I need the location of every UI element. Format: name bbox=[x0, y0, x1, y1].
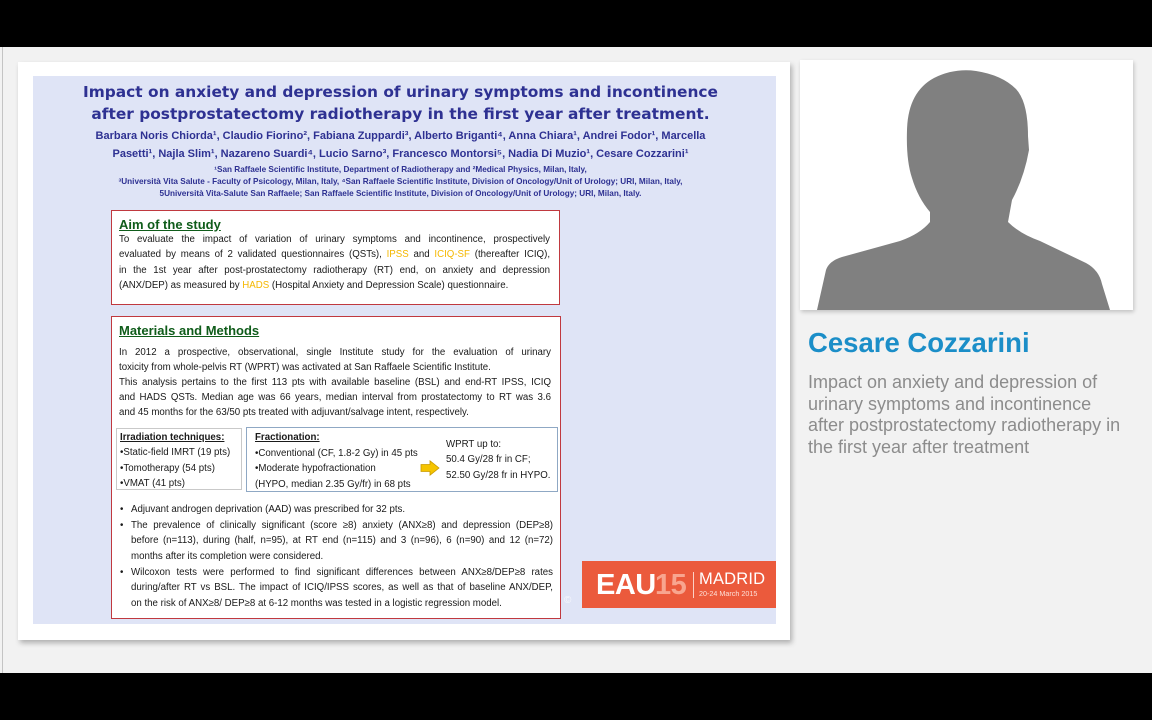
affiliation-line: 5Università Vita-Salute San Raffaele; San Raffaele Scientific Institute, Division of Oncology/Unit of Urology; URI, Milan, Italy. bbox=[159, 189, 642, 198]
methods-bullet-list bbox=[112, 502, 558, 612]
aim-line: To evaluate the impact of variation of urinary symptoms and incontinence, prospectively bbox=[119, 234, 550, 245]
aim-section bbox=[111, 210, 560, 305]
aim-line bbox=[119, 278, 550, 293]
irradiation-item: •Tomotherapy (54 pts) bbox=[120, 462, 215, 474]
methods-paragraphs bbox=[119, 345, 551, 420]
bullet-line: on the risk of ANX≥8/ DEP≥8 at 6-12 months was tested in a logistic regression model. bbox=[131, 597, 502, 609]
logo-divider bbox=[693, 572, 694, 598]
top-letterbox-bar bbox=[0, 0, 1152, 47]
wprt-line: 50.4 Gy/28 fr in CF; bbox=[446, 454, 531, 466]
talk-title: Impact on anxiety and depression of urinary symptoms and incontinence after postprostatectomy radiotherapy in the first year after treatment bbox=[808, 372, 1121, 457]
speaker-photo bbox=[800, 60, 1133, 310]
aim-line: in the 1st year after post-prostatectomy radiotherapy (RT) end, on anxiety and depression bbox=[119, 264, 550, 276]
person-silhouette-icon bbox=[800, 60, 1133, 310]
affiliation-line: ¹San Raffaele Scientific Institute, Department of Radiotherapy and ²Medical Physics, Milan, Italy, bbox=[214, 165, 587, 174]
logo-dates: 20-24 March 2015 bbox=[699, 589, 758, 598]
bottom-letterbox-bar bbox=[0, 673, 1152, 720]
bullet-item bbox=[112, 565, 558, 612]
aim-text: and bbox=[408, 249, 435, 261]
ipss-highlight: IPSS bbox=[386, 249, 409, 261]
aim-heading: Aim of the study bbox=[119, 217, 221, 232]
aim-text: (ANX/DEP) as measured by bbox=[119, 280, 243, 292]
logo-city: MADRID bbox=[699, 570, 766, 588]
wprt-line: 52.50 Gy/28 fr in HYPO. bbox=[446, 469, 551, 481]
bullet-line: before (n=113), during (half, n=95), at RT end (n=115) and 3 (n=96), 6 (n=90) and 12 (n=72) bbox=[131, 535, 553, 547]
methods-line: and HADS QSTs. Median age was 66 years, median interval from prostatectomy to RT was 3.6 bbox=[119, 392, 551, 403]
right-arrow-icon bbox=[420, 460, 440, 476]
fractionation-line: •Moderate hypofractionation bbox=[255, 463, 376, 474]
logo-eau-text: EAU bbox=[596, 569, 656, 601]
poster-title-line: after postprostatectomy radiotherapy in the first year after treatment. bbox=[91, 104, 710, 123]
aim-text: (Hospital Anxiety and Depression Scale) questionnaire. bbox=[269, 280, 509, 292]
irradiation-list bbox=[120, 430, 230, 491]
bullet-line: Adjuvant androgen deprivation (AAD) was prescribed for 32 pts. bbox=[131, 504, 406, 515]
methods-heading: Materials and Methods bbox=[119, 323, 260, 338]
hads-highlight: HADS bbox=[242, 280, 270, 292]
bullet-text bbox=[131, 565, 553, 612]
methods-line: toxicity from whole-pelvis RT (WPRT) was activated at San Raffaele Scientific Institute. bbox=[119, 362, 491, 373]
affiliation-line: ³Università Vita Salute - Faculty of Psicology, Milan, Italy, ⁴San Raffaele Scientific Institute, Division of Oncology/Unit of Urology; URI, Milan, Italy, bbox=[118, 177, 683, 186]
authors-line: Pasetti¹, Najla Slim¹, Nazareno Suardi⁴, Lucio Sarno³, Francesco Montorsi⁵, Nadia Di Muzio¹, Cesare Cozzarini¹ bbox=[112, 148, 689, 160]
fractionation-line: •Conventional (CF, 1.8-2 Gy) in 45 pts bbox=[255, 447, 418, 459]
bullet-dot: • bbox=[120, 566, 124, 578]
bullet-line: during/after RT vs BSL. The impact of ICIQ/IPSS scores, as well as that of baseline ANX/DEP, bbox=[131, 582, 553, 594]
irradiation-heading: Irradiation techniques: bbox=[120, 432, 225, 443]
bullet-line: Wilcoxon tests were performed to find significant differences between ANX≥8/DEP≥8 rates bbox=[131, 566, 553, 578]
irradiation-techniques-box bbox=[116, 428, 242, 490]
aim-text: (thereafter ICIQ), bbox=[469, 249, 551, 261]
aim-line bbox=[119, 247, 550, 262]
iciq-sf-highlight: ICIQ-SF bbox=[434, 249, 470, 261]
bullet-text bbox=[131, 502, 553, 518]
methods-line: This analysis pertains to the first 113 pts with available baseline (BSL) and end-RT IPSS, ICIQ bbox=[119, 377, 551, 388]
poster-slide bbox=[33, 76, 776, 624]
eau15-madrid-logo bbox=[582, 561, 776, 608]
poster-authors bbox=[33, 127, 768, 163]
wprt-dose bbox=[446, 437, 550, 483]
copyright-mark: © bbox=[564, 595, 572, 606]
bullet-item bbox=[112, 518, 558, 565]
fractionation-line: (HYPO, median 2.35 Gy/fr) in 68 pts bbox=[255, 478, 411, 490]
irradiation-item: •Static-field IMRT (19 pts) bbox=[120, 447, 231, 459]
fractionation-heading: Fractionation: bbox=[255, 432, 320, 443]
bullet-text bbox=[131, 518, 553, 565]
fractionation-box bbox=[246, 427, 558, 492]
bullet-dot: • bbox=[120, 504, 124, 515]
irradiation-item: •VMAT (41 pts) bbox=[120, 477, 185, 489]
stage-left-edge bbox=[2, 47, 3, 673]
bullet-line: The prevalence of clinically significant (score ≥8) anxiety (ANX≥8) and depression (DEP≥8) bbox=[131, 519, 553, 531]
poster-title bbox=[33, 82, 768, 125]
aim-text: evaluated by means of 2 validated questionnaires (QSTs), bbox=[119, 249, 387, 261]
bullet-dot: • bbox=[120, 519, 124, 531]
logo-year-number: 15 bbox=[655, 569, 687, 601]
materials-methods-section bbox=[111, 316, 561, 619]
poster-affiliations bbox=[33, 164, 768, 200]
authors-line: Barbara Noris Chiorda¹, Claudio Fiorino², Fabiana Zuppardi³, Alberto Briganti⁴, Anna Chiara¹, Andrei Fodor¹, Marcella bbox=[95, 130, 706, 142]
methods-line: In 2012 a prospective, observational, single Institute study for the evaluation of urinary bbox=[119, 347, 551, 358]
bullet-line: months after its completion were considered. bbox=[131, 550, 324, 562]
fractionation-list bbox=[255, 430, 418, 492]
bullet-item bbox=[112, 502, 558, 518]
speaker-name: Cesare Cozzarini bbox=[808, 327, 1030, 358]
wprt-line: WPRT up to: bbox=[446, 439, 502, 450]
poster-title-line: Impact on anxiety and depression of urinary symptoms and incontinence bbox=[83, 83, 718, 101]
aim-body bbox=[119, 232, 550, 294]
methods-line: and 45 months for the 63/50 pts treated with adjuvant/salvage intent, respectively. bbox=[119, 407, 469, 418]
